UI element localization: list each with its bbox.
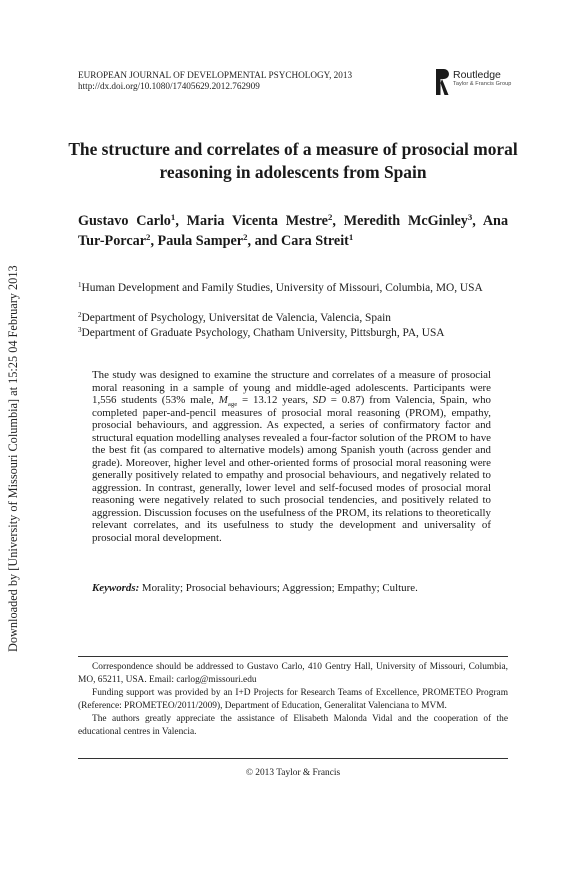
journal-name: EUROPEAN JOURNAL OF DEVELOPMENTAL PSYCHOLOGY, 2013 [78, 70, 353, 80]
abstract-text: The study was designed to examine the structure and correlates of a measure of prosocial moral reasoning in a sample of young and middle-aged adolescents. Participants were 1,556 students (53% male, [92, 369, 491, 406]
abstract-text: = 0.87) from Valencia, Spain, who completed paper-and-pencil measures of prosocial moral reasoning (PROM), empathy, prosocial behaviours, and aggression. As expected, a series of confirmatory factor and structural equation modelling analyses revealed a four-factor solution of the PROM to have the best fit (as compared to alternative models) among Spanish youth (across gender and grade). Moreover, higher level and other-oriented forms of prosocial moral reasoning were generally positively related to empathy and prosocial behaviours, and negatively related to aggression. In contrast, generally, lower level and self-focused modes of prosocial moral reasoning were negatively related to such prosocial tendencies, and positively related to aggression. Discussion focuses on the usefulness of the PROM, its relations to theoretically relevant correlates, and its usefulness to study the development and universality of prosocial moral development. [92, 394, 491, 544]
author-list [78, 211, 508, 251]
download-notice: Downloaded by [University of Missouri Columbia] at 15:25 04 February 2013 [6, 265, 20, 652]
affiliation-mark: 1 [78, 281, 82, 290]
author: Ana Tur-Porcar [78, 213, 509, 249]
affiliation [78, 281, 508, 296]
footnotes [78, 661, 508, 739]
running-header [78, 70, 352, 92]
affiliation [78, 326, 508, 341]
abstract [92, 369, 491, 544]
affiliation-text: Human Development and Family Studies, University of Missouri, Columbia, MO, USA [81, 282, 483, 294]
author-affiliation-mark: 1 [348, 232, 354, 243]
author-separator: , and [247, 233, 281, 249]
keywords-label: Keywords: [92, 582, 140, 594]
copyright-divider [78, 758, 508, 759]
routledge-logo-icon [436, 69, 449, 95]
keywords [92, 582, 491, 595]
author-affiliation-mark: 2 [243, 232, 248, 243]
publisher-group: Taylor & Francis Group [453, 81, 512, 87]
footnote-correspondence: Correspondence should be addressed to Gustavo Carlo, 410 Gentry Hall, University of Missouri, Columbia, MO, 65211, USA. Email: carlog@missouri.edu [78, 662, 508, 685]
author-affiliation-mark: 1 [170, 212, 176, 223]
author-affiliation-mark: 2 [146, 232, 151, 243]
author-separator: , [472, 213, 483, 229]
footnote-funding: Funding support was provided by an I+D Projects for Research Teams of Excellence, PROMETEO Program (Reference: PROMETEO/2011/2009), Department of Education, Generalitat Valenciana to MVM. [78, 688, 508, 711]
affiliation-mark: 3 [78, 326, 82, 335]
keywords-text: Morality; Prosocial behaviours; Aggression; Empathy; Culture. [139, 582, 418, 594]
sd-symbol: SD [312, 394, 327, 406]
affiliation-text: Department of Psychology, Universitat de Valencia, Valencia, Spain [81, 312, 391, 324]
publisher-logo [436, 69, 511, 95]
affiliation-mark: 2 [78, 311, 82, 320]
mean-age-symbol: M [218, 394, 228, 406]
footnote-acknowledgement: The authors greatly appreciate the assistance of Elisabeth Malonda Vidal and the cooperation of the educational centres in Valencia. [78, 714, 508, 737]
author-separator: , [332, 213, 344, 229]
author: Cara Streit [281, 233, 349, 249]
author: Meredith McGinley [343, 213, 468, 229]
author-affiliation-mark: 3 [467, 212, 473, 223]
affiliation-text: Department of Graduate Psychology, Chatham University, Pittsburgh, PA, USA [81, 327, 445, 339]
author: Gustavo Carlo [78, 213, 171, 229]
article-title: The structure and correlates of a measure of prosocial moral reasoning in adolescents from Spain [68, 139, 518, 182]
copyright-notice: © 2013 Taylor & Francis [245, 768, 341, 778]
author-affiliation-mark: 2 [327, 212, 333, 223]
mean-age-subscript: age [227, 401, 238, 409]
author: Paula Samper [157, 233, 244, 249]
doi-link[interactable]: http://dx.doi.org/10.1080/17405629.2012.762909 [78, 81, 260, 91]
affiliation [78, 311, 508, 326]
author: Maria Vicenta Mestre [186, 213, 328, 229]
abstract-text: = 13.12 years, [237, 394, 313, 406]
publisher-name: Routledge [453, 69, 501, 81]
footnote-divider [78, 656, 508, 657]
author-separator: , [175, 213, 187, 229]
author-separator: , [150, 233, 158, 249]
